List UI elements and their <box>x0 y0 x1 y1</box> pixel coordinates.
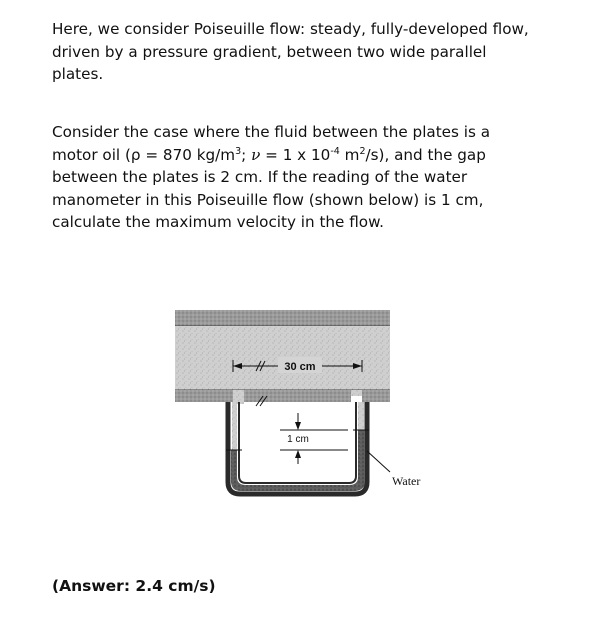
problem-line-1: Consider the case where the fluid between the plates is a <box>52 123 491 141</box>
intro-line-3: plates. <box>52 65 104 83</box>
intro-line-2: driven by a pressure gradient, between two wide parallel <box>52 42 487 61</box>
problem-line-3: between the plates is 2 cm. If the reading of the water <box>52 168 468 186</box>
problem-line-2: motor oil (ρ = 870 $kg/m^3$; ν = 1 x $10^{-4}$ $m^2/s$), and the gap <box>52 145 486 164</box>
intro-line-1: Here, we consider Poiseuille flow: steady, fully-developed flow, <box>52 20 529 38</box>
reading-label: 1 cm <box>287 434 309 445</box>
answer-text: (Answer: 2.4 cm/s) <box>52 577 216 595</box>
water-leader-line <box>367 451 390 472</box>
top-plate <box>175 310 390 326</box>
bottom-plate-left <box>175 390 233 402</box>
spacing-label: 30 cm <box>284 361 316 373</box>
intro-paragraph <box>52 18 592 86</box>
problem-paragraph <box>52 121 592 234</box>
bottom-plate-right <box>362 390 390 402</box>
problem-line-4: manometer in this Poiseuille flow (shown below) is 1 cm, <box>52 190 484 209</box>
water-label: Water <box>392 474 421 488</box>
problem-line-5: calculate the maximum velocity in the flow. <box>52 213 384 231</box>
manometer-figure <box>170 300 440 505</box>
